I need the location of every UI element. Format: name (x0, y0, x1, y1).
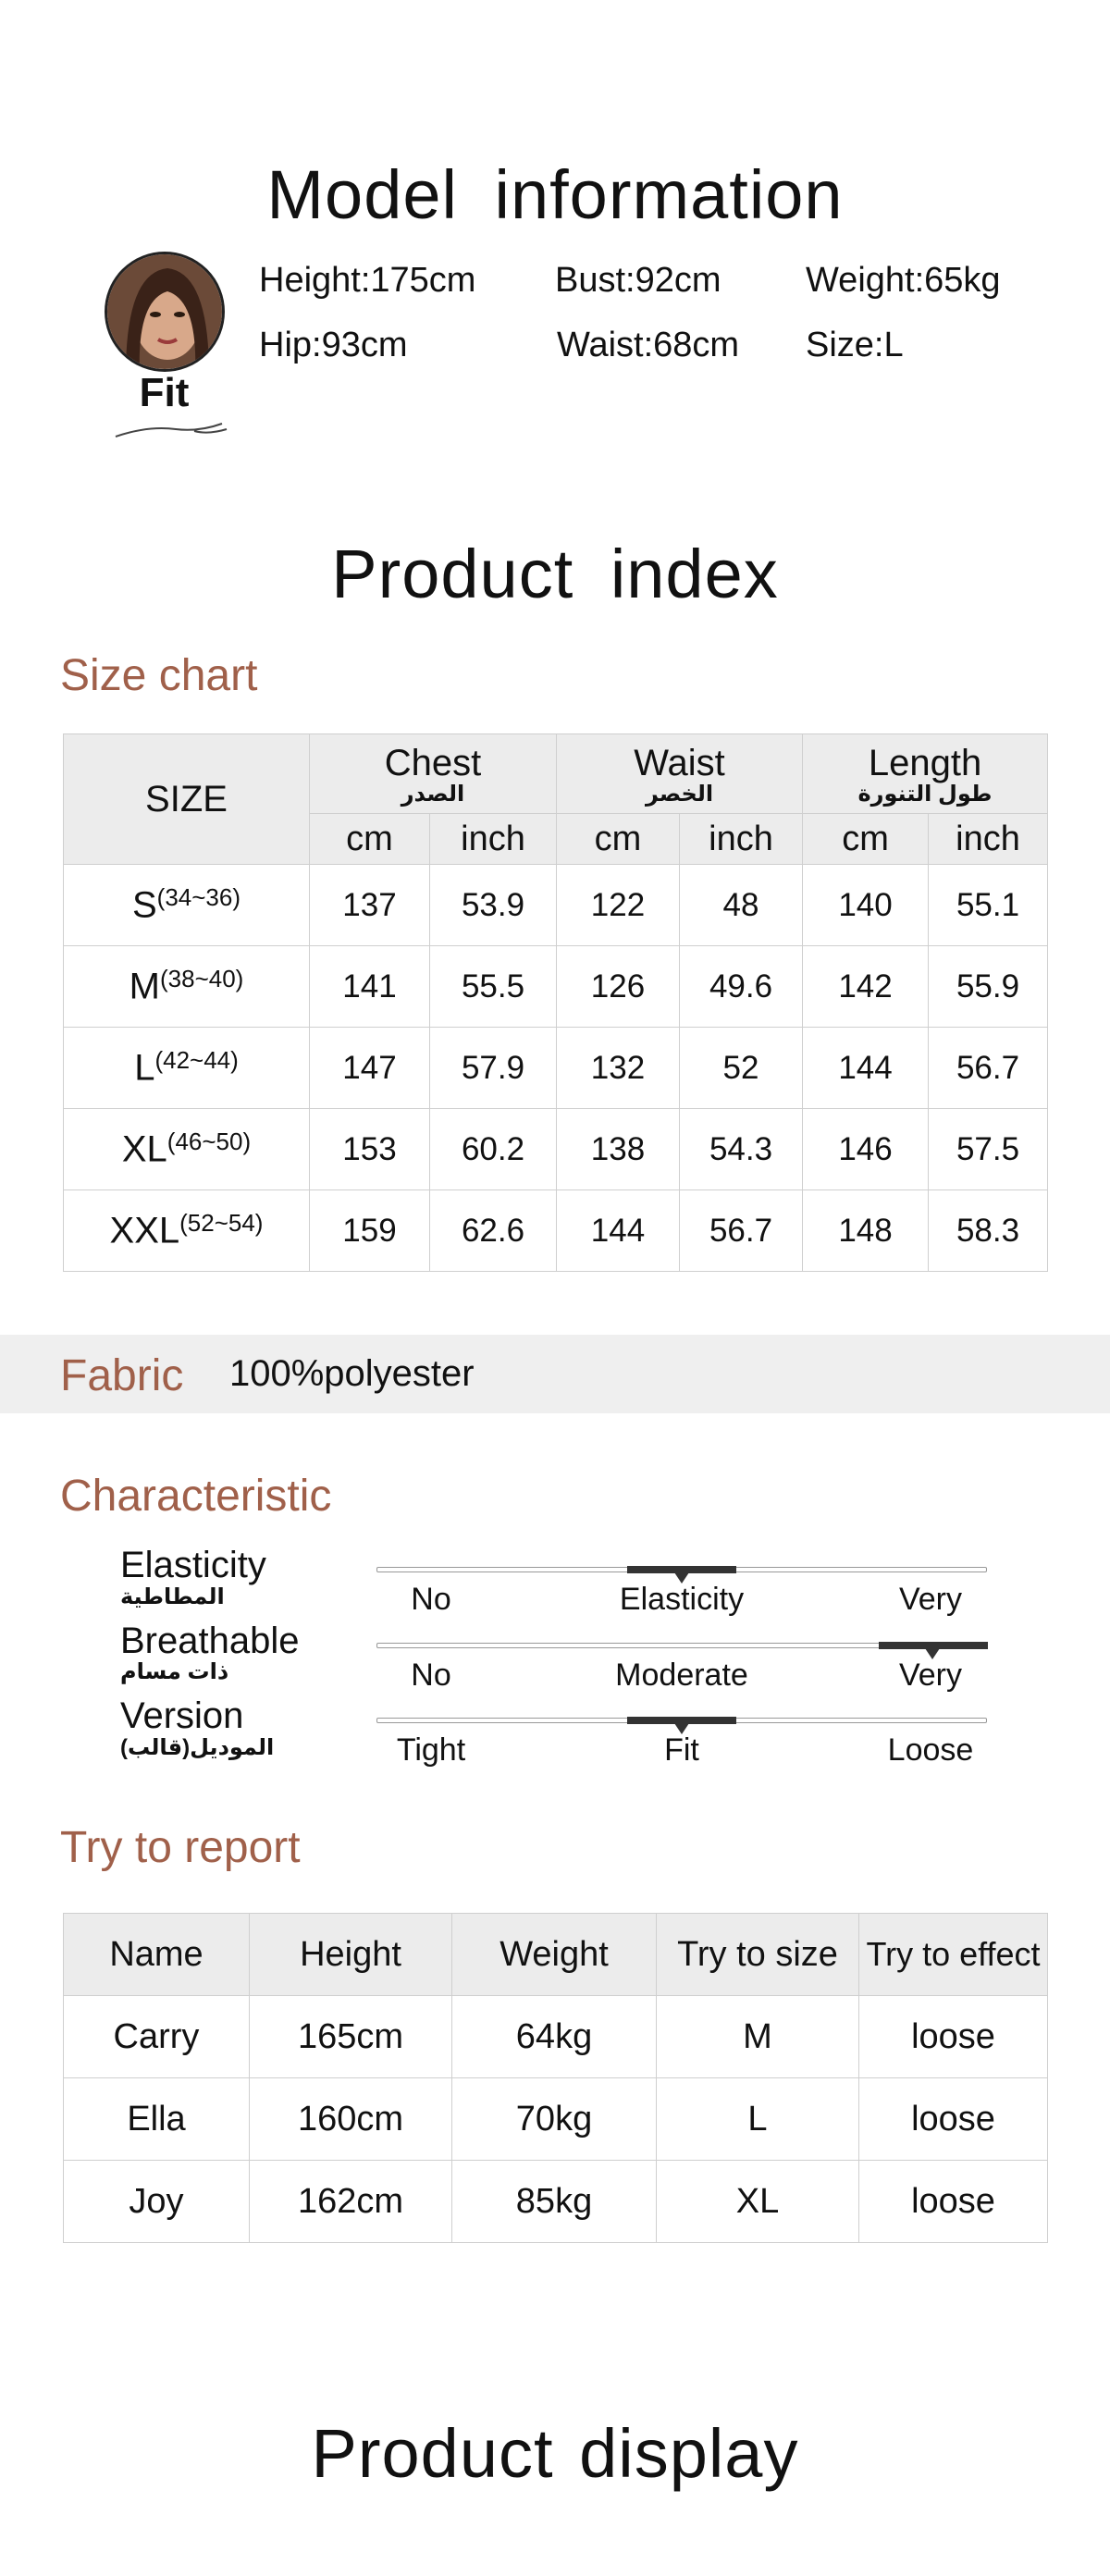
value-cell: 58.3 (929, 1190, 1048, 1272)
value-cell: 146 (803, 1109, 929, 1190)
report-cell: M (657, 1996, 859, 2078)
value-cell: 49.6 (680, 946, 803, 1028)
breathable-name: Breathable (120, 1621, 300, 1661)
value-cell: 57.5 (929, 1109, 1048, 1190)
fit-logo-text: Fit (139, 370, 190, 415)
header-name: Name (64, 1914, 250, 1996)
value-cell: 147 (310, 1028, 430, 1109)
value-cell: 55.9 (929, 946, 1048, 1028)
version-name: Version (120, 1695, 244, 1736)
characteristic-label: Characteristic (60, 1472, 332, 1521)
report-cell: loose (859, 2078, 1048, 2161)
model-height: Height:175cm (259, 261, 476, 300)
model-avatar (105, 252, 225, 372)
version-scale-low: Tight (396, 1732, 466, 1768)
breathable-arabic: ذات مسام (120, 1659, 229, 1684)
header-try-size: Try to size (657, 1914, 859, 1996)
value-cell: 57.9 (430, 1028, 557, 1109)
chest-header: Chest الصدر (310, 734, 557, 814)
size-cell: $M^{(38\sim 40)}$ (64, 946, 310, 1028)
version-scale-high: Loose (887, 1732, 974, 1768)
value-cell: 137 (310, 865, 430, 946)
size-cell: $L^{(42\sim 44)}$ (64, 1028, 310, 1109)
report-cell: loose (859, 1996, 1048, 2078)
elasticity-scale-low: No (411, 1582, 451, 1617)
unit-header: inch (929, 814, 1048, 865)
size-cell: $XXL^{(52\sim 54)}$ (64, 1190, 310, 1272)
table-row (64, 1109, 1048, 1190)
model-hip: Hip:93cm (259, 326, 408, 364)
fabric-label: Fabric (60, 1351, 184, 1400)
breathable-scale-low: No (411, 1658, 451, 1693)
report-cell: XL (657, 2161, 859, 2243)
table-row (64, 1190, 1048, 1272)
table-row (64, 1996, 1048, 2078)
value-cell: 53.9 (430, 865, 557, 946)
value-cell: 122 (557, 865, 680, 946)
value-cell: 140 (803, 865, 929, 946)
report-cell: 162cm (250, 2161, 452, 2243)
breathable-scale-mid: Moderate (615, 1658, 748, 1693)
report-cell: 85kg (452, 2161, 657, 2243)
size-header: SIZE (64, 734, 310, 865)
elasticity-scale-high: Very (898, 1582, 963, 1617)
value-cell: 144 (803, 1028, 929, 1109)
value-cell: 144 (557, 1190, 680, 1272)
report-cell: 64kg (452, 1996, 657, 2078)
value-cell: 138 (557, 1109, 680, 1190)
report-cell: Joy (64, 2161, 250, 2243)
table-row (64, 946, 1048, 1028)
unit-header: inch (680, 814, 803, 865)
table-row (64, 1028, 1048, 1109)
value-cell: 55.5 (430, 946, 557, 1028)
table-row (64, 2078, 1048, 2161)
value-cell: 62.6 (430, 1190, 557, 1272)
report-cell: loose (859, 2161, 1048, 2243)
value-cell: 56.7 (929, 1028, 1048, 1109)
unit-header: cm (310, 814, 430, 865)
elasticity-name: Elasticity (120, 1545, 266, 1585)
value-cell: 48 (680, 865, 803, 946)
value-cell: 60.2 (430, 1109, 557, 1190)
table-row (64, 865, 1048, 946)
fit-underline-decoration (111, 416, 231, 444)
size-cell: $S^{(34\sim 36)}$ (64, 865, 310, 946)
header-weight: Weight (452, 1914, 657, 1996)
model-size: Size:L (806, 326, 904, 364)
breathable-scale-high: Very (898, 1658, 963, 1693)
header-try-effect: Try to effect (859, 1914, 1048, 1996)
elasticity-scale-mid: Elasticity (619, 1582, 745, 1617)
elasticity-arabic: المطاطية (120, 1584, 225, 1609)
product-display-title: Product display (311, 2415, 799, 2492)
model-bust: Bust:92cm (555, 261, 722, 300)
value-cell: 126 (557, 946, 680, 1028)
report-cell: Carry (64, 1996, 250, 2078)
value-cell: 56.7 (680, 1190, 803, 1272)
report-cell: 165cm (250, 1996, 452, 2078)
value-cell: 148 (803, 1190, 929, 1272)
model-weight: Weight:65kg (806, 261, 1001, 300)
report-cell: 70kg (452, 2078, 657, 2161)
report-cell: Ella (64, 2078, 250, 2161)
value-cell: 159 (310, 1190, 430, 1272)
value-cell: 54.3 (680, 1109, 803, 1190)
value-cell: 132 (557, 1028, 680, 1109)
value-cell: 153 (310, 1109, 430, 1190)
fabric-value: 100%polyester (229, 1353, 475, 1394)
try-report-table (63, 1913, 1048, 2243)
waist-header: Waist الخصر (557, 734, 803, 814)
header-height: Height (250, 1914, 452, 1996)
value-cell: 142 (803, 946, 929, 1028)
report-cell: 160cm (250, 2078, 452, 2161)
value-cell: 141 (310, 946, 430, 1028)
value-cell: 52 (680, 1028, 803, 1109)
report-cell: L (657, 2078, 859, 2161)
length-header: Length طول التنورة (803, 734, 1048, 814)
value-cell: 55.1 (929, 865, 1048, 946)
unit-header: inch (430, 814, 557, 865)
version-arabic: الموديل(قالب) (120, 1735, 275, 1760)
size-chart-table (63, 733, 1048, 1272)
size-cell: $XL^{(46\sim 50)}$ (64, 1109, 310, 1190)
table-row (64, 2161, 1048, 2243)
size-chart-label: Size chart (60, 651, 258, 700)
try-to-report-label: Try to report (60, 1823, 301, 1872)
version-scale-mid: Fit (664, 1732, 699, 1768)
model-information-title: Model information (266, 156, 844, 233)
model-waist: Waist:68cm (557, 326, 740, 364)
unit-header: cm (803, 814, 929, 865)
product-index-title: Product index (331, 536, 779, 612)
unit-header: cm (557, 814, 680, 865)
